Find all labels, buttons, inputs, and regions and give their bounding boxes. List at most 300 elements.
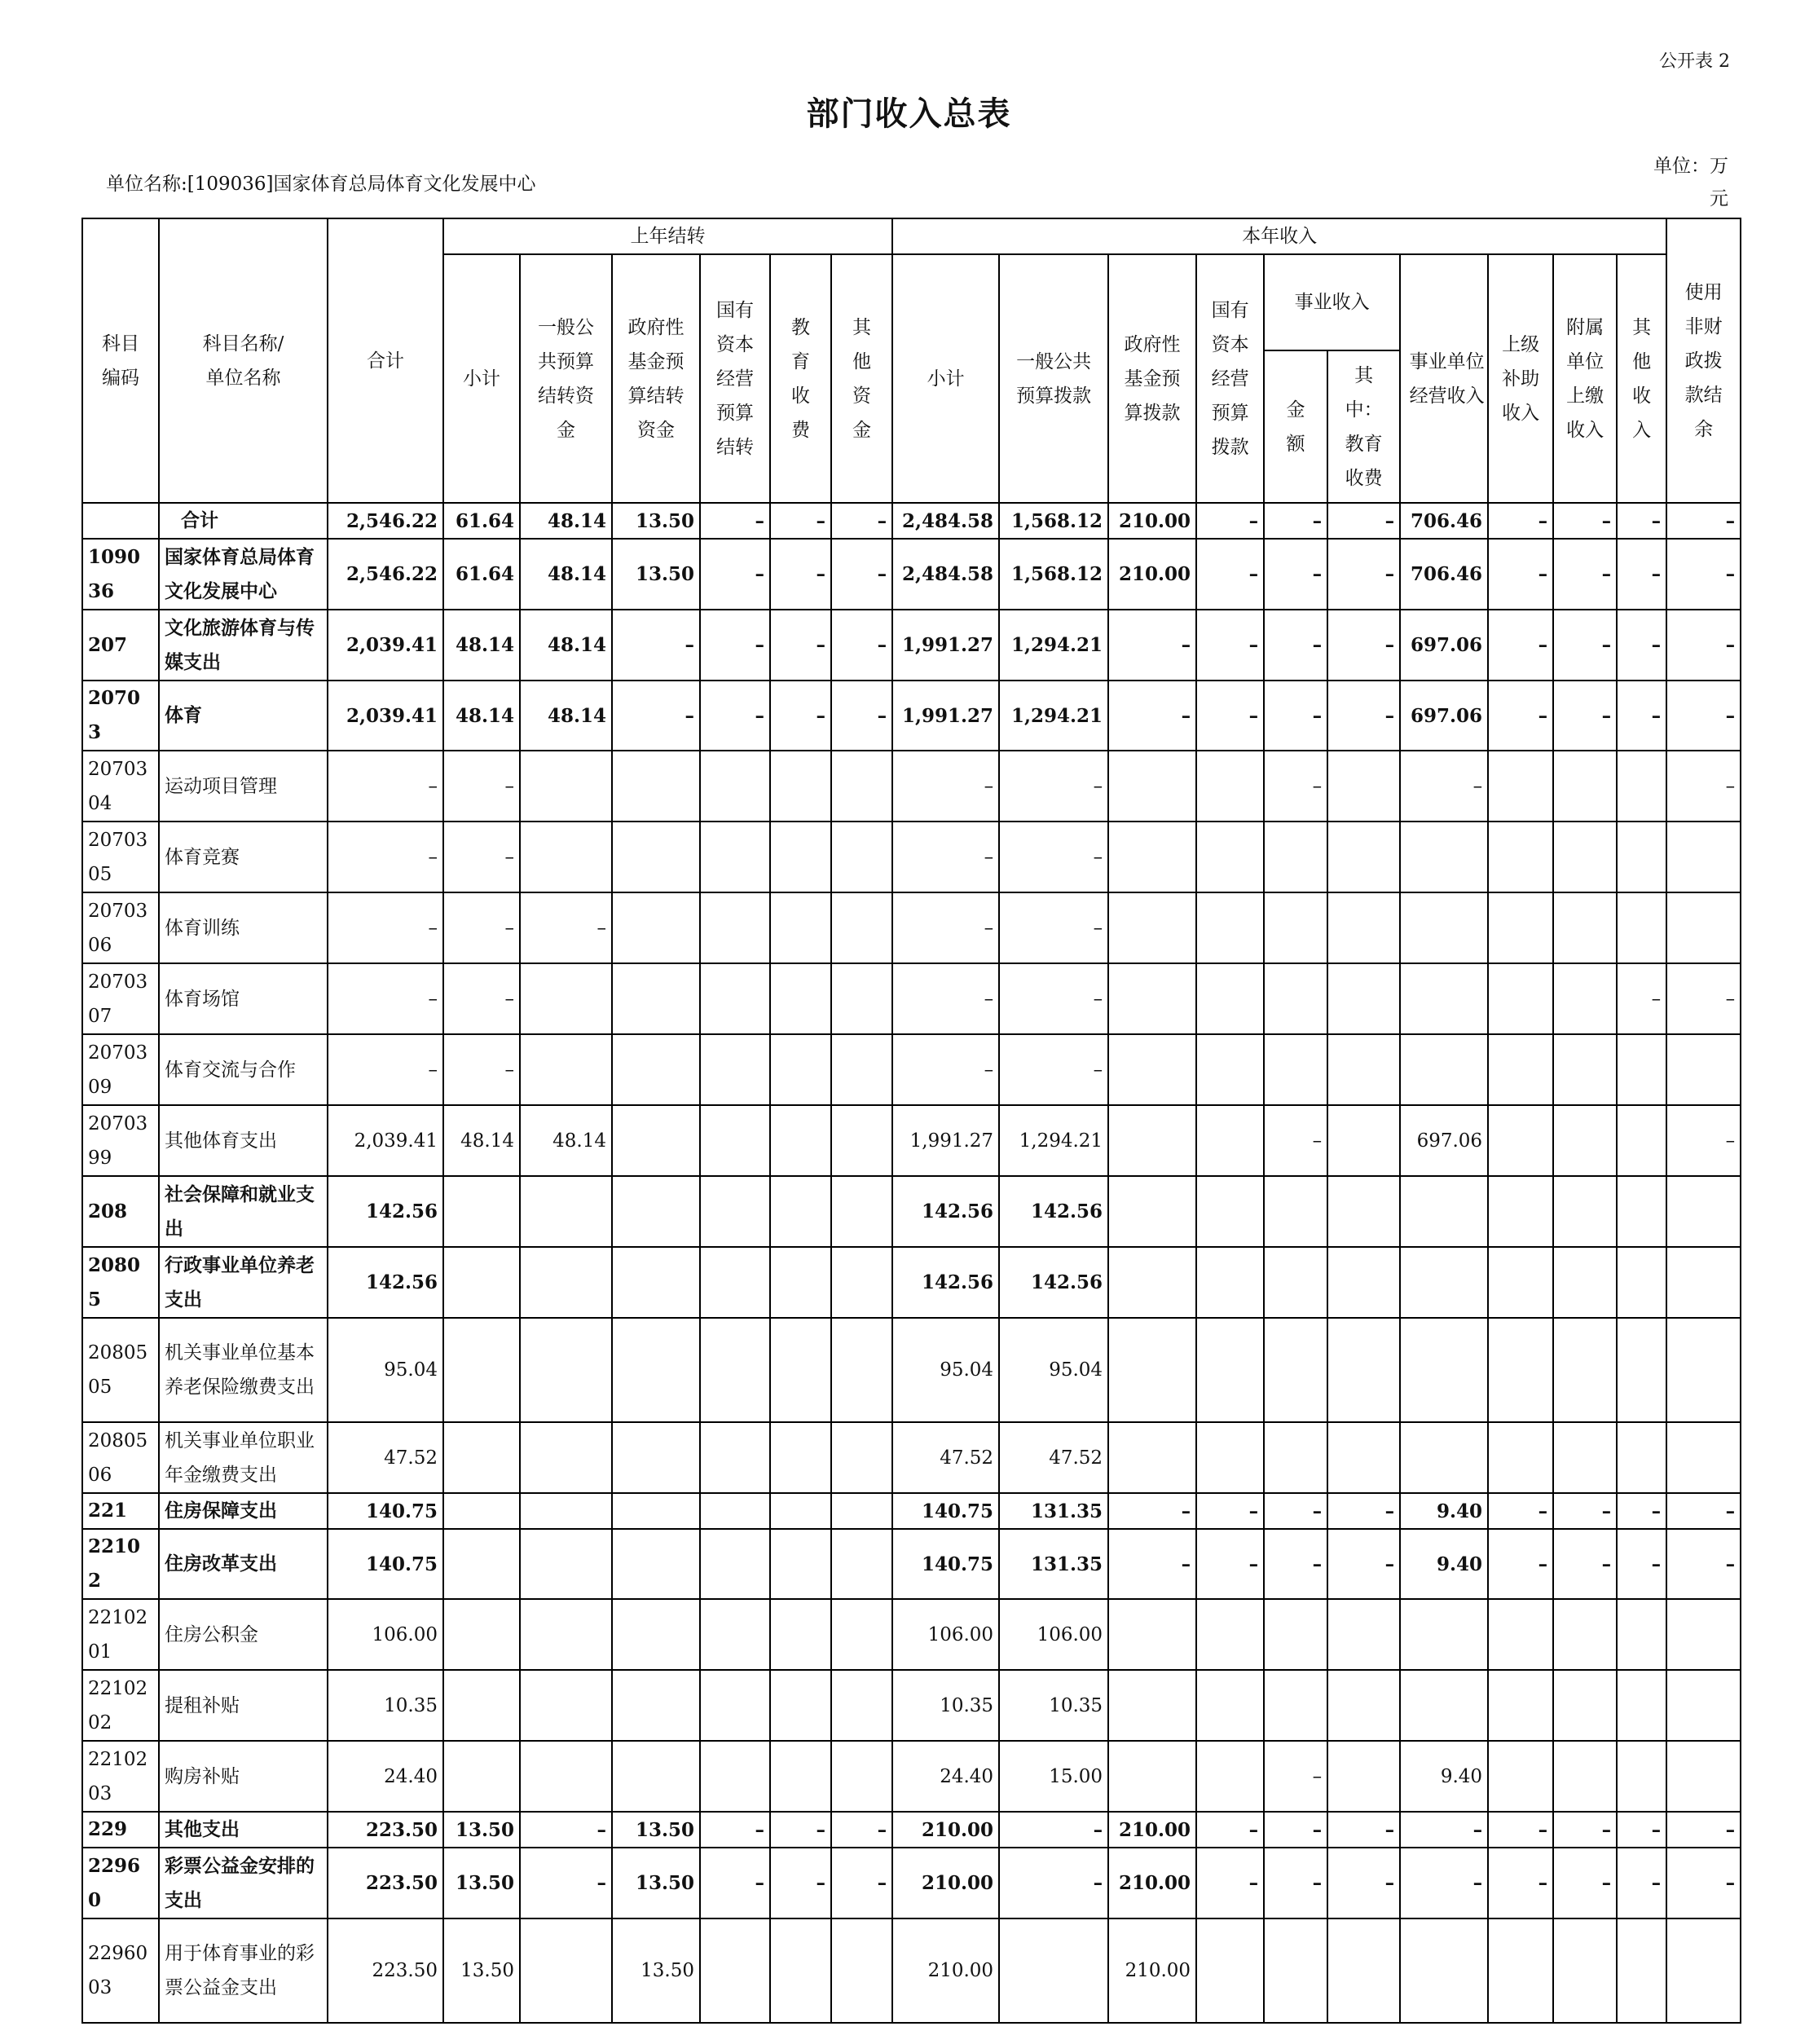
cell-value bbox=[1327, 1422, 1400, 1493]
cell-value: – bbox=[1196, 610, 1264, 681]
cell-value bbox=[831, 1529, 892, 1599]
cell-value bbox=[1327, 1918, 1400, 2023]
cell-value: 47.52 bbox=[328, 1422, 443, 1493]
cell-value: – bbox=[1264, 1529, 1327, 1599]
cell-value bbox=[1264, 1918, 1327, 2023]
cell-value: 48.14 bbox=[443, 1105, 520, 1176]
cell-value bbox=[1264, 1599, 1327, 1670]
cell-value: – bbox=[1553, 1812, 1617, 1848]
cell-value bbox=[831, 963, 892, 1034]
cell-value bbox=[612, 963, 700, 1034]
cell-value: – bbox=[1327, 1848, 1400, 1918]
cell-value: – bbox=[1488, 503, 1553, 539]
cell-value bbox=[1400, 1599, 1488, 1670]
cell-value: – bbox=[892, 822, 999, 892]
cell-value bbox=[999, 1918, 1108, 2023]
cell-value bbox=[1617, 1918, 1666, 2023]
cell-value bbox=[1617, 1034, 1666, 1105]
cell-value bbox=[1666, 1318, 1741, 1422]
cell-name: 机关事业单位职业年金缴费支出 bbox=[159, 1422, 328, 1493]
cell-value: 48.14 bbox=[520, 503, 612, 539]
cell-value: 48.14 bbox=[520, 539, 612, 610]
cell-value: – bbox=[1108, 681, 1196, 751]
cell-value: 47.52 bbox=[999, 1422, 1108, 1493]
cell-value bbox=[520, 1599, 612, 1670]
cell-value: 706.46 bbox=[1400, 539, 1488, 610]
cell-value: 2,039.41 bbox=[328, 681, 443, 751]
cell-value: 2,546.22 bbox=[328, 503, 443, 539]
cell-code: 2070307 bbox=[82, 963, 159, 1034]
cell-value: 2,039.41 bbox=[328, 610, 443, 681]
cell-value: – bbox=[831, 681, 892, 751]
cell-value: – bbox=[1666, 751, 1741, 822]
cell-value: 210.00 bbox=[1108, 1812, 1196, 1848]
cell-value: – bbox=[1108, 1493, 1196, 1529]
cell-value: – bbox=[1617, 503, 1666, 539]
cell-value: – bbox=[443, 751, 520, 822]
cell-value bbox=[443, 1318, 520, 1422]
cell-value: 697.06 bbox=[1400, 1105, 1488, 1176]
cell-value bbox=[1327, 1670, 1400, 1741]
cell-name: 体育场馆 bbox=[159, 963, 328, 1034]
cell-code: 2080505 bbox=[82, 1318, 159, 1422]
cell-value bbox=[1264, 1670, 1327, 1741]
cell-value: – bbox=[700, 1848, 770, 1918]
cell-value: – bbox=[1488, 539, 1553, 610]
cell-value: 13.50 bbox=[612, 1812, 700, 1848]
cell-value bbox=[770, 892, 831, 963]
cell-value bbox=[700, 1318, 770, 1422]
cell-value: 1,294.21 bbox=[999, 681, 1108, 751]
cell-value: 210.00 bbox=[1108, 503, 1196, 539]
cell-value: – bbox=[1196, 681, 1264, 751]
cell-value bbox=[1488, 1422, 1553, 1493]
cell-value bbox=[1327, 1176, 1400, 1247]
cell-value bbox=[1666, 892, 1741, 963]
cell-name: 国家体育总局体育文化发展中心 bbox=[159, 539, 328, 610]
unit-label: 单位：万元 bbox=[1653, 156, 1728, 209]
cell-value: – bbox=[999, 1034, 1108, 1105]
cell-value bbox=[1488, 1247, 1553, 1318]
cell-value: 140.75 bbox=[328, 1529, 443, 1599]
cell-code: 221 bbox=[82, 1493, 159, 1529]
cell-value: – bbox=[1666, 1812, 1741, 1848]
cell-value bbox=[831, 822, 892, 892]
cell-value: – bbox=[1196, 1848, 1264, 1918]
cell-value bbox=[700, 1034, 770, 1105]
cell-value: 223.50 bbox=[328, 1918, 443, 2023]
cell-name: 提租补贴 bbox=[159, 1670, 328, 1741]
cell-value bbox=[1617, 1422, 1666, 1493]
table-row bbox=[82, 1670, 1741, 1741]
cell-value: 210.00 bbox=[892, 1918, 999, 2023]
cell-value bbox=[1327, 1318, 1400, 1422]
cell-value bbox=[1108, 1247, 1196, 1318]
cell-value: – bbox=[1327, 539, 1400, 610]
cell-value: – bbox=[999, 963, 1108, 1034]
cell-value bbox=[1327, 1741, 1400, 1812]
cell-code: 208 bbox=[82, 1176, 159, 1247]
cell-value: 140.75 bbox=[328, 1493, 443, 1529]
cell-value bbox=[831, 1599, 892, 1670]
cell-value bbox=[1400, 1034, 1488, 1105]
cell-value: – bbox=[1488, 1493, 1553, 1529]
cell-value: – bbox=[1327, 1529, 1400, 1599]
cell-value: 2,484.58 bbox=[892, 539, 999, 610]
cell-value bbox=[770, 1670, 831, 1741]
table-row bbox=[82, 751, 1741, 822]
cell-value: – bbox=[831, 1848, 892, 1918]
cell-value bbox=[1488, 1105, 1553, 1176]
header-curr-subtotal: 小计 bbox=[892, 254, 999, 503]
cell-value bbox=[443, 1599, 520, 1670]
cell-value: – bbox=[1327, 610, 1400, 681]
cell-value: 9.40 bbox=[1400, 1741, 1488, 1812]
cell-value bbox=[1108, 963, 1196, 1034]
cell-value: – bbox=[770, 1848, 831, 1918]
table-row bbox=[82, 610, 1741, 681]
cell-value bbox=[1553, 1034, 1617, 1105]
cell-value: – bbox=[1617, 1848, 1666, 1918]
cell-value bbox=[770, 1176, 831, 1247]
cell-code: 109036 bbox=[82, 539, 159, 610]
cell-value: – bbox=[1264, 1741, 1327, 1812]
cell-value: – bbox=[612, 681, 700, 751]
cell-value bbox=[612, 1176, 700, 1247]
cell-value bbox=[1108, 1741, 1196, 1812]
cell-value: 210.00 bbox=[892, 1848, 999, 1918]
cell-value bbox=[1553, 1247, 1617, 1318]
header-group-curr: 本年收入 bbox=[892, 218, 1666, 254]
header-affiliated: 附属单位上缴收入 bbox=[1553, 254, 1617, 503]
cell-value: – bbox=[1488, 1529, 1553, 1599]
cell-code: 20703 bbox=[82, 681, 159, 751]
cell-value: – bbox=[831, 503, 892, 539]
cell-value bbox=[1400, 1422, 1488, 1493]
cell-value: – bbox=[1617, 1493, 1666, 1529]
cell-value: – bbox=[1666, 503, 1741, 539]
cell-value bbox=[1553, 1918, 1617, 2023]
cell-value: – bbox=[1553, 503, 1617, 539]
cell-value bbox=[1666, 1599, 1741, 1670]
cell-value: 48.14 bbox=[520, 681, 612, 751]
cell-value: 13.50 bbox=[443, 1812, 520, 1848]
cell-value bbox=[612, 1247, 700, 1318]
header-prev-edu: 教育收费 bbox=[770, 254, 831, 503]
cell-value: – bbox=[1108, 1529, 1196, 1599]
cell-value bbox=[1488, 892, 1553, 963]
table-number-label: 公开表 2 bbox=[1659, 51, 1730, 72]
cell-value bbox=[1108, 751, 1196, 822]
cell-value bbox=[1553, 1599, 1617, 1670]
cell-value bbox=[1400, 822, 1488, 892]
header-group-prev: 上年结转 bbox=[443, 218, 892, 254]
cell-code: 2070304 bbox=[82, 751, 159, 822]
cell-value bbox=[1553, 822, 1617, 892]
cell-value bbox=[1666, 1034, 1741, 1105]
cell-name: 运动项目管理 bbox=[159, 751, 328, 822]
cell-value bbox=[520, 1741, 612, 1812]
cell-value bbox=[1108, 892, 1196, 963]
cell-value: 95.04 bbox=[328, 1318, 443, 1422]
cell-value: – bbox=[443, 963, 520, 1034]
cell-value: 10.35 bbox=[999, 1670, 1108, 1741]
cell-code: 2210203 bbox=[82, 1741, 159, 1812]
cell-value bbox=[1196, 1247, 1264, 1318]
cell-value bbox=[520, 1918, 612, 2023]
cell-value bbox=[770, 963, 831, 1034]
cell-value: – bbox=[1617, 963, 1666, 1034]
cell-value bbox=[831, 1422, 892, 1493]
cell-value: – bbox=[770, 1812, 831, 1848]
header-biz-operation: 事业单位经营收入 bbox=[1400, 254, 1488, 503]
cell-value bbox=[831, 751, 892, 822]
cell-value bbox=[520, 963, 612, 1034]
cell-value: 48.14 bbox=[520, 1105, 612, 1176]
header-total: 合计 bbox=[328, 218, 443, 503]
cell-value: 210.00 bbox=[1108, 1848, 1196, 1918]
cell-value bbox=[612, 822, 700, 892]
cell-value: 142.56 bbox=[999, 1176, 1108, 1247]
table-row bbox=[82, 1034, 1741, 1105]
cell-value bbox=[770, 1741, 831, 1812]
cell-value bbox=[770, 1105, 831, 1176]
cell-value bbox=[831, 1105, 892, 1176]
cell-value bbox=[612, 1493, 700, 1529]
cell-name: 购房补贴 bbox=[159, 1741, 328, 1812]
cell-value: – bbox=[770, 539, 831, 610]
table-row bbox=[82, 1599, 1741, 1670]
cell-value bbox=[700, 1599, 770, 1670]
cell-value bbox=[770, 1247, 831, 1318]
cell-value: 210.00 bbox=[1108, 539, 1196, 610]
cell-value bbox=[1553, 1318, 1617, 1422]
cell-value bbox=[1196, 1918, 1264, 2023]
cell-value: – bbox=[700, 539, 770, 610]
cell-value: – bbox=[1400, 751, 1488, 822]
cell-value bbox=[700, 892, 770, 963]
cell-value bbox=[1327, 963, 1400, 1034]
cell-value: 140.75 bbox=[892, 1529, 999, 1599]
cell-value bbox=[520, 1529, 612, 1599]
cell-value: – bbox=[1666, 539, 1741, 610]
cell-value bbox=[520, 751, 612, 822]
cell-value: 13.50 bbox=[612, 1848, 700, 1918]
cell-value bbox=[1553, 1176, 1617, 1247]
cell-code: 2210202 bbox=[82, 1670, 159, 1741]
cell-code: 20805 bbox=[82, 1247, 159, 1318]
cell-value bbox=[700, 1918, 770, 2023]
cell-code: 2296003 bbox=[82, 1918, 159, 2023]
cell-value bbox=[1196, 1741, 1264, 1812]
cell-code: 207 bbox=[82, 610, 159, 681]
cell-value bbox=[1488, 1599, 1553, 1670]
cell-value: 223.50 bbox=[328, 1848, 443, 1918]
cell-name: 体育训练 bbox=[159, 892, 328, 963]
cell-value: 13.50 bbox=[612, 539, 700, 610]
cell-name: 行政事业单位养老支出 bbox=[159, 1247, 328, 1318]
table-row bbox=[82, 681, 1741, 751]
cell-value bbox=[1264, 1247, 1327, 1318]
cell-value bbox=[1666, 1670, 1741, 1741]
cell-code: 2070309 bbox=[82, 1034, 159, 1105]
table-row bbox=[82, 822, 1741, 892]
cell-value bbox=[1553, 892, 1617, 963]
cell-value: 24.40 bbox=[328, 1741, 443, 1812]
cell-code bbox=[82, 503, 159, 539]
cell-value: – bbox=[831, 539, 892, 610]
cell-value bbox=[520, 822, 612, 892]
cell-value bbox=[1196, 1105, 1264, 1176]
cell-value bbox=[520, 1034, 612, 1105]
cell-value bbox=[1196, 751, 1264, 822]
cell-value: 697.06 bbox=[1400, 681, 1488, 751]
cell-value bbox=[1553, 751, 1617, 822]
cell-value bbox=[1666, 1422, 1741, 1493]
cell-value: 106.00 bbox=[328, 1599, 443, 1670]
cell-value bbox=[1553, 1741, 1617, 1812]
cell-value: 131.35 bbox=[999, 1493, 1108, 1529]
cell-code: 2070306 bbox=[82, 892, 159, 963]
cell-value: – bbox=[831, 1812, 892, 1848]
cell-value bbox=[700, 1105, 770, 1176]
cell-value bbox=[770, 1422, 831, 1493]
cell-value bbox=[831, 1670, 892, 1741]
cell-value: – bbox=[328, 751, 443, 822]
cell-value bbox=[1488, 963, 1553, 1034]
cell-value bbox=[1400, 1247, 1488, 1318]
cell-value: 1,991.27 bbox=[892, 1105, 999, 1176]
cell-value: 61.64 bbox=[443, 503, 520, 539]
table-row bbox=[82, 1812, 1741, 1848]
cell-value bbox=[1553, 1105, 1617, 1176]
cell-value: 9.40 bbox=[1400, 1493, 1488, 1529]
table-row bbox=[82, 963, 1741, 1034]
cell-value: 1,991.27 bbox=[892, 610, 999, 681]
header-name: 科目名称/单位名称 bbox=[159, 218, 328, 503]
cell-value: – bbox=[700, 681, 770, 751]
cell-value: – bbox=[520, 1812, 612, 1848]
header-biz-amount: 金额 bbox=[1264, 350, 1327, 503]
header-curr-gov-fund: 政府性基金预算拨款 bbox=[1108, 254, 1196, 503]
cell-value bbox=[1666, 1176, 1741, 1247]
table-row bbox=[82, 1318, 1741, 1422]
cell-value: – bbox=[1553, 1848, 1617, 1918]
cell-value bbox=[700, 751, 770, 822]
cell-value: 210.00 bbox=[892, 1812, 999, 1848]
cell-value bbox=[1108, 1599, 1196, 1670]
cell-value bbox=[831, 1918, 892, 2023]
cell-value bbox=[1264, 822, 1327, 892]
cell-name: 体育交流与合作 bbox=[159, 1034, 328, 1105]
header-biz-edu: 其中：教育收费 bbox=[1327, 350, 1400, 503]
cell-value bbox=[1666, 1918, 1741, 2023]
cell-name: 合计 bbox=[159, 503, 328, 539]
cell-value: – bbox=[999, 751, 1108, 822]
cell-value bbox=[1327, 1247, 1400, 1318]
cell-value: – bbox=[892, 1034, 999, 1105]
table-row bbox=[82, 1918, 1741, 2023]
cell-value bbox=[612, 1741, 700, 1812]
cell-value: 1,991.27 bbox=[892, 681, 999, 751]
cell-value: – bbox=[520, 892, 612, 963]
cell-value bbox=[770, 1918, 831, 2023]
cell-name: 住房保障支出 bbox=[159, 1493, 328, 1529]
cell-value bbox=[700, 1176, 770, 1247]
cell-value bbox=[520, 1318, 612, 1422]
cell-value: 48.14 bbox=[520, 610, 612, 681]
cell-value bbox=[1553, 1422, 1617, 1493]
cell-value bbox=[1196, 1034, 1264, 1105]
cell-value: – bbox=[1400, 1812, 1488, 1848]
cell-value bbox=[1617, 1176, 1666, 1247]
cell-value bbox=[1617, 822, 1666, 892]
cell-value bbox=[1264, 1034, 1327, 1105]
cell-value: – bbox=[1264, 681, 1327, 751]
cell-value: – bbox=[328, 963, 443, 1034]
cell-value bbox=[1108, 1176, 1196, 1247]
income-table bbox=[81, 218, 1741, 2024]
cell-value: – bbox=[328, 892, 443, 963]
cell-value bbox=[1488, 1918, 1553, 2023]
cell-value: 13.50 bbox=[443, 1918, 520, 2023]
cell-value: – bbox=[999, 1848, 1108, 1918]
cell-value: 1,294.21 bbox=[999, 610, 1108, 681]
cell-value: – bbox=[999, 822, 1108, 892]
cell-value bbox=[1196, 963, 1264, 1034]
cell-value bbox=[1553, 1670, 1617, 1741]
cell-value: 95.04 bbox=[999, 1318, 1108, 1422]
cell-value: – bbox=[770, 610, 831, 681]
cell-value bbox=[700, 822, 770, 892]
cell-value bbox=[443, 1493, 520, 1529]
header-code: 科目编码 bbox=[82, 218, 159, 503]
cell-value: 10.35 bbox=[328, 1670, 443, 1741]
cell-value: – bbox=[328, 1034, 443, 1105]
cell-name: 彩票公益金安排的支出 bbox=[159, 1848, 328, 1918]
cell-name: 文化旅游体育与传媒支出 bbox=[159, 610, 328, 681]
cell-value bbox=[1196, 1599, 1264, 1670]
header-biz-income: 事业收入 bbox=[1264, 254, 1400, 350]
cell-value bbox=[1488, 1034, 1553, 1105]
table-row bbox=[82, 892, 1741, 963]
cell-value bbox=[831, 1493, 892, 1529]
cell-value bbox=[1488, 1176, 1553, 1247]
header-prev-subtotal: 小计 bbox=[443, 254, 520, 503]
cell-value: – bbox=[1553, 1493, 1617, 1529]
cell-value bbox=[443, 1247, 520, 1318]
cell-name: 社会保障和就业支出 bbox=[159, 1176, 328, 1247]
cell-value: – bbox=[1666, 681, 1741, 751]
cell-value: 13.50 bbox=[443, 1848, 520, 1918]
cell-value bbox=[612, 1670, 700, 1741]
cell-value bbox=[612, 1422, 700, 1493]
cell-value bbox=[1666, 1741, 1741, 1812]
cell-value: – bbox=[999, 892, 1108, 963]
cell-value: 706.46 bbox=[1400, 503, 1488, 539]
cell-value: – bbox=[328, 822, 443, 892]
cell-value bbox=[1666, 1247, 1741, 1318]
table-row bbox=[82, 1848, 1741, 1918]
cell-value bbox=[831, 1176, 892, 1247]
cell-value: – bbox=[1196, 1493, 1264, 1529]
cell-value: 48.14 bbox=[443, 681, 520, 751]
cell-value: – bbox=[443, 822, 520, 892]
cell-value: 223.50 bbox=[328, 1812, 443, 1848]
cell-value bbox=[1488, 1318, 1553, 1422]
cell-value bbox=[1617, 1670, 1666, 1741]
cell-value bbox=[700, 963, 770, 1034]
